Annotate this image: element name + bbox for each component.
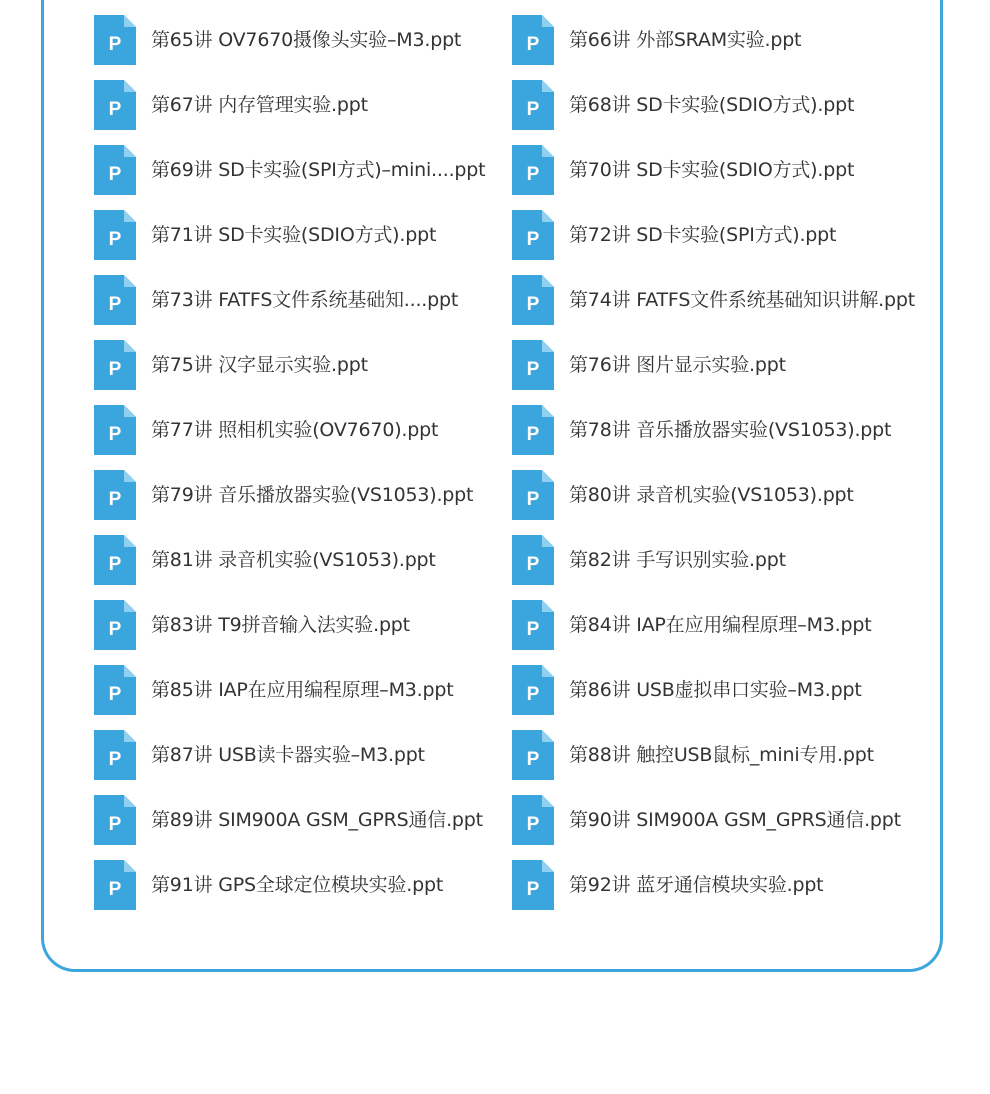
file-name: 第69讲 SD卡实验(SPI方式)–mini....ppt [151,159,486,181]
file-item[interactable] [94,600,512,665]
ppt-file-icon [512,145,554,195]
svg-text:P: P [108,554,122,575]
ppt-file-icon [94,730,136,780]
ppt-file-icon [512,210,554,260]
file-item[interactable] [512,730,930,795]
file-item[interactable] [94,15,512,80]
file-item[interactable] [512,600,930,665]
svg-text:P: P [108,359,122,380]
ppt-file-icon [94,470,136,520]
file-name: 第76讲 图片显示实验.ppt [569,354,786,376]
svg-text:P: P [526,424,540,445]
file-name: 第83讲 T9拼音输入法实验.ppt [151,614,410,636]
svg-text:P: P [108,99,122,120]
svg-text:P: P [526,879,540,900]
ppt-file-icon [512,470,554,520]
file-item[interactable] [94,470,512,535]
svg-text:P: P [526,99,540,120]
file-item[interactable] [512,665,930,730]
svg-text:P: P [526,684,540,705]
ppt-file-icon [94,340,136,390]
file-item[interactable] [94,145,512,210]
file-name: 第89讲 SIM900A GSM_GPRS通信.ppt [151,809,483,831]
file-item[interactable] [94,665,512,730]
ppt-file-icon [94,145,136,195]
file-item[interactable] [512,210,930,275]
file-name: 第79讲 音乐播放器实验(VS1053).ppt [151,484,474,506]
ppt-file-icon [94,535,136,585]
ppt-file-icon [512,795,554,845]
ppt-file-icon [512,730,554,780]
svg-text:P: P [108,619,122,640]
file-name: 第77讲 照相机实验(OV7670).ppt [151,419,439,441]
ppt-file-icon [94,600,136,650]
svg-text:P: P [108,684,122,705]
ppt-file-icon [94,80,136,130]
file-name: 第66讲 外部SRAM实验.ppt [569,29,802,51]
svg-text:P: P [526,749,540,770]
file-name: 第81讲 录音机实验(VS1053).ppt [151,549,436,571]
svg-text:P: P [526,294,540,315]
file-name: 第72讲 SD卡实验(SPI方式).ppt [569,224,837,246]
file-name: 第67讲 内存管理实验.ppt [151,94,368,116]
file-name: 第75讲 汉字显示实验.ppt [151,354,368,376]
svg-text:P: P [108,294,122,315]
svg-text:P: P [526,554,540,575]
ppt-file-icon [94,210,136,260]
file-item[interactable] [512,15,930,80]
file-item[interactable] [94,80,512,145]
file-name: 第86讲 USB虚拟串口实验–M3.ppt [569,679,862,701]
file-name: 第87讲 USB读卡器实验–M3.ppt [151,744,425,766]
file-item[interactable] [512,860,930,925]
file-item[interactable] [94,340,512,405]
file-name: 第70讲 SD卡实验(SDIO方式).ppt [569,159,855,181]
file-name: 第68讲 SD卡实验(SDIO方式).ppt [569,94,855,116]
file-item[interactable] [512,470,930,535]
ppt-file-icon [94,860,136,910]
file-item[interactable] [512,275,930,340]
ppt-file-icon [94,795,136,845]
ppt-file-icon [512,860,554,910]
file-name: 第88讲 触控USB鼠标_mini专用.ppt [569,744,874,766]
file-name: 第74讲 FATFS文件系统基础知识讲解.ppt [569,289,915,311]
ppt-file-icon [512,340,554,390]
file-grid [94,15,954,925]
svg-text:P: P [108,34,122,55]
file-item[interactable] [94,275,512,340]
file-item[interactable] [94,405,512,470]
svg-text:P: P [526,359,540,380]
ppt-file-icon [512,405,554,455]
file-name: 第91讲 GPS全球定位模块实验.ppt [151,874,444,896]
svg-text:P: P [108,164,122,185]
file-item[interactable] [94,730,512,795]
file-item[interactable] [512,405,930,470]
svg-text:P: P [526,814,540,835]
svg-text:P: P [108,424,122,445]
file-item[interactable] [512,80,930,145]
file-name: 第65讲 OV7670摄像头实验–M3.ppt [151,29,462,51]
file-name: 第92讲 蓝牙通信模块实验.ppt [569,874,824,896]
svg-text:P: P [108,814,122,835]
file-name: 第82讲 手写识别实验.ppt [569,549,786,571]
file-item[interactable] [512,145,930,210]
file-name: 第90讲 SIM900A GSM_GPRS通信.ppt [569,809,901,831]
file-name: 第71讲 SD卡实验(SDIO方式).ppt [151,224,437,246]
file-item[interactable] [512,340,930,405]
ppt-file-icon [512,80,554,130]
svg-text:P: P [526,489,540,510]
file-name: 第84讲 IAP在应用编程原理–M3.ppt [569,614,872,636]
file-item[interactable] [512,795,930,860]
file-item[interactable] [94,210,512,275]
svg-text:P: P [108,879,122,900]
svg-text:P: P [526,34,540,55]
file-item[interactable] [512,535,930,600]
ppt-file-icon [94,405,136,455]
file-item[interactable] [94,535,512,600]
svg-text:P: P [526,619,540,640]
ppt-file-icon [512,665,554,715]
ppt-file-icon [94,665,136,715]
file-name: 第78讲 音乐播放器实验(VS1053).ppt [569,419,892,441]
ppt-file-icon [512,275,554,325]
ppt-file-icon [94,275,136,325]
ppt-file-icon [94,15,136,65]
file-item[interactable] [94,795,512,860]
file-item[interactable] [94,860,512,925]
svg-text:P: P [108,749,122,770]
file-name: 第73讲 FATFS文件系统基础知....ppt [151,289,459,311]
file-name: 第85讲 IAP在应用编程原理–M3.ppt [151,679,454,701]
ppt-file-icon [512,535,554,585]
svg-text:P: P [108,229,122,250]
ppt-file-icon [512,15,554,65]
svg-text:P: P [526,164,540,185]
svg-text:P: P [526,229,540,250]
file-name: 第80讲 录音机实验(VS1053).ppt [569,484,854,506]
ppt-file-icon [512,600,554,650]
svg-text:P: P [108,489,122,510]
